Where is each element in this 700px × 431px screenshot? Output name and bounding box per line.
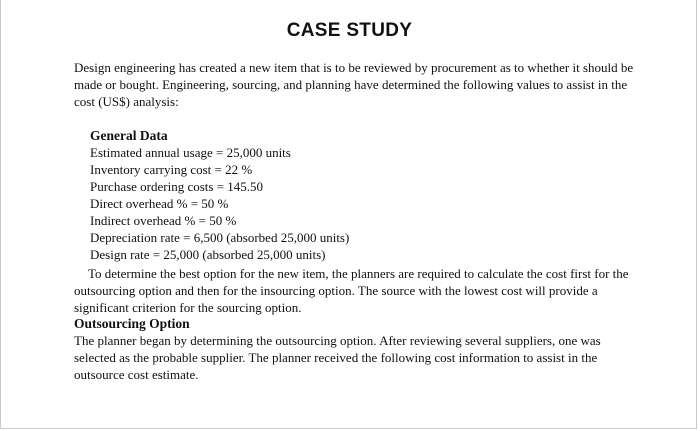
outsourcing-heading: Outsourcing Option xyxy=(74,316,190,331)
outsourcing-paragraph: The planner began by determining the outsourcing option. After reviewing several suppliers, one was selected as the probable supplier. The planner received the following cost information to assist in the outsource cost estimate. xyxy=(74,333,601,382)
page-title: CASE STUDY xyxy=(286,20,413,41)
general-data-heading: General Data xyxy=(90,128,168,143)
general-data-line: Design rate = 25,000 (absorbed 25,000 units) xyxy=(90,247,326,262)
general-data-section xyxy=(90,127,610,263)
general-data-line: Direct overhead % = 50 % xyxy=(90,196,229,211)
general-data-line: Depreciation rate = 6,500 (absorbed 25,000 units) xyxy=(90,230,350,245)
general-data-line: Inventory carrying cost = 22 % xyxy=(90,162,253,177)
determine-paragraph: To determine the best option for the new item, the planners are required to calculate the cost first for the outsourcing option and then for the insourcing option. The source with the lowest cost will provide a significant criterion for the sourcing option. xyxy=(74,266,629,315)
general-data-line: Purchase ordering costs = 145.50 xyxy=(90,179,264,194)
intro-paragraph: Design engineering has created a new item that is to be reviewed by procurement as to whether it should be made or bought. Engineering, sourcing, and planning have determined the following values to assist in the cost (US$) analysis: xyxy=(74,60,634,109)
outsourcing-section xyxy=(74,315,634,383)
general-data-line: Indirect overhead % = 50 % xyxy=(90,213,237,228)
general-data-line: Estimated annual usage = 25,000 units xyxy=(90,145,291,160)
